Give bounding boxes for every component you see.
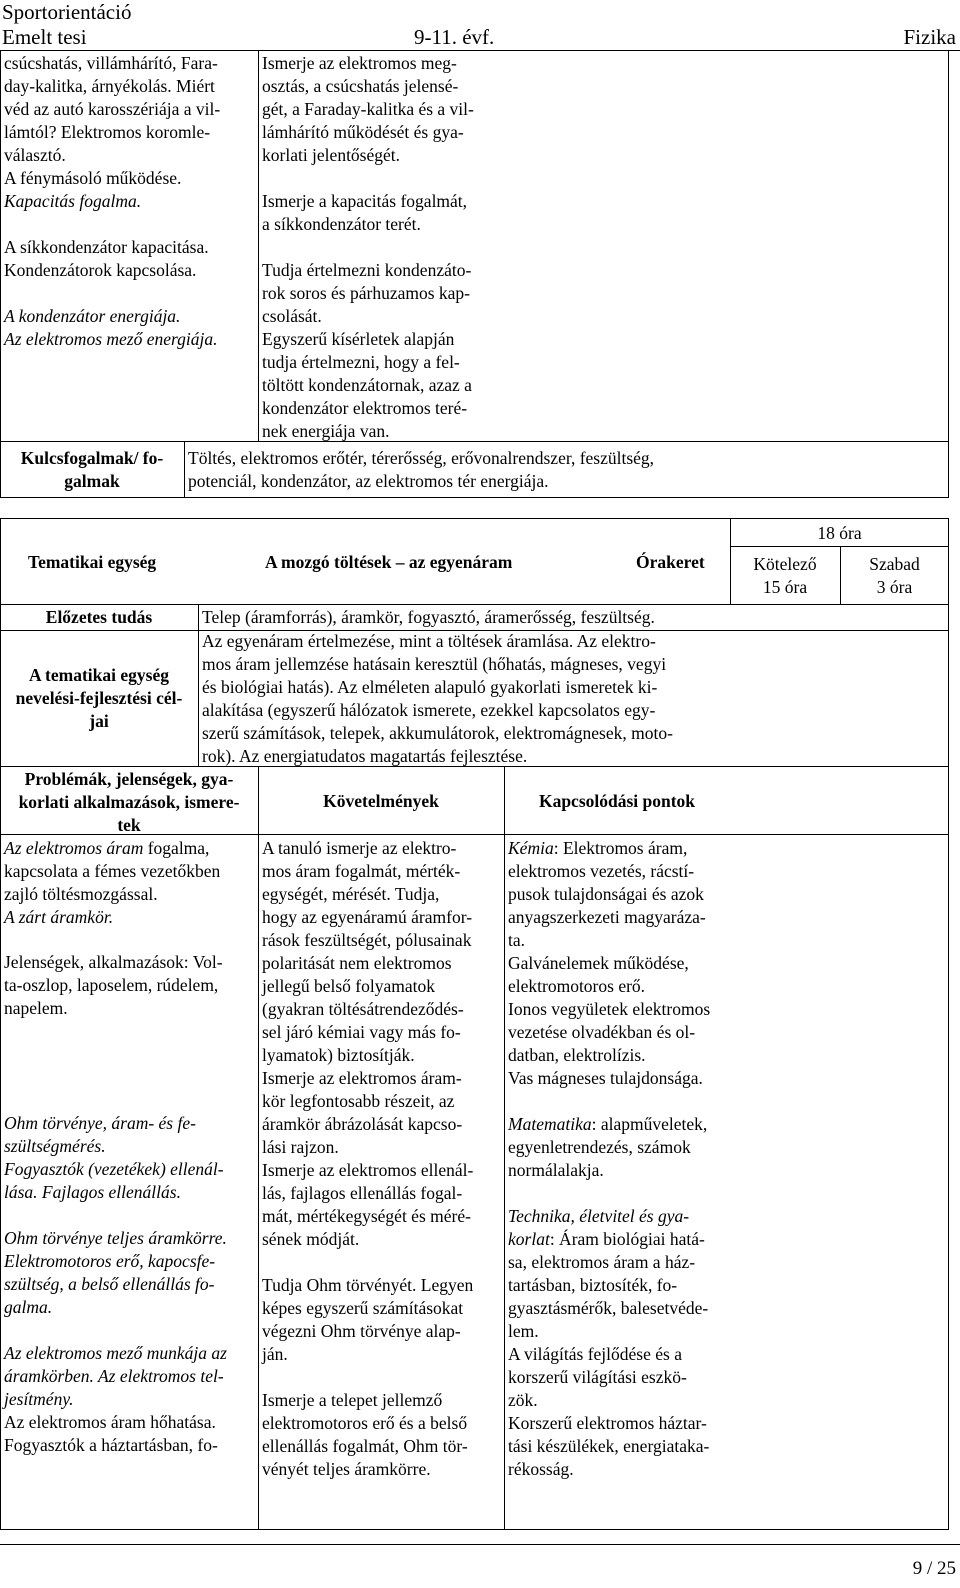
problem-line bbox=[4, 1434, 256, 1457]
problem-line-segment: zajló töltésmozgással. bbox=[4, 884, 158, 904]
connection-line-segment: zök. bbox=[508, 1390, 538, 1410]
problem-line bbox=[4, 951, 256, 974]
requirement-line: polaritását nem elektromos bbox=[262, 953, 452, 973]
problem-line bbox=[4, 837, 256, 860]
connection-line bbox=[508, 1136, 948, 1159]
top-right-line: gét, a Faraday-kalitka és a vil- bbox=[262, 99, 474, 119]
connection-line-segment: Ionos vegyületek elektromos bbox=[508, 999, 711, 1019]
connection-line-segment: vezetése olvadékban és ol- bbox=[508, 1022, 696, 1042]
page-number: 9 / 25 bbox=[912, 1558, 956, 1579]
top-left-line: Kapacitás fogalma. bbox=[4, 191, 142, 211]
problem-block bbox=[4, 1112, 256, 1204]
connection-line-segment: tartásban, biztosíték, fo- bbox=[508, 1275, 678, 1295]
problem-line bbox=[4, 1250, 256, 1273]
col-requirements bbox=[262, 837, 504, 1481]
connection-line-segment: A világítás fejlődése és a bbox=[508, 1344, 682, 1364]
top-left-line: A fénymásoló működése. bbox=[4, 168, 182, 188]
requirement-line: Tudja Ohm törvényét. Legyen bbox=[262, 1275, 474, 1295]
problem-line-segment: Elektromotoros erő, kapocsfe- bbox=[4, 1251, 216, 1271]
top-right-line: nek energiája van. bbox=[262, 421, 390, 441]
col-header-problems-line: korlati alkalmazások, ismere- bbox=[18, 792, 240, 812]
connection-line-segment: korlat bbox=[508, 1229, 550, 1249]
goals-line: rok). Az energiatudatos magatartás fejlesztése. bbox=[202, 746, 528, 766]
connection-line bbox=[508, 1389, 948, 1412]
connection-line-segment: anyagszerkezeti magyaráza- bbox=[508, 907, 706, 927]
goals-line: alakítása (egyszerű hálózatok ismerete, ezekkel kapcsolatos egy- bbox=[202, 700, 656, 720]
connection-line bbox=[508, 906, 948, 929]
connection-line-segment: Technika, életvitel és gya- bbox=[508, 1206, 690, 1226]
header-subject: Fizika bbox=[903, 25, 956, 49]
connection-line bbox=[508, 1067, 948, 1090]
unit-label: Tematikai egység bbox=[28, 552, 157, 572]
hours-frame-label: Órakeret bbox=[636, 552, 705, 572]
requirement-line: ján. bbox=[262, 1344, 288, 1364]
connection-line bbox=[508, 1274, 948, 1297]
connection-line-segment: lem. bbox=[508, 1321, 539, 1341]
unit-title: A mozgó töltések – az egyenáram bbox=[265, 552, 513, 572]
top-left-line: A síkkondenzátor kapacitása. bbox=[4, 237, 209, 257]
requirement-line: rások feszültségét, pólusainak bbox=[262, 930, 472, 950]
footer-rule bbox=[0, 1544, 960, 1545]
connection-line bbox=[508, 1228, 948, 1251]
top-left-line: lámtól? Elektromos koromle- bbox=[4, 122, 211, 142]
connection-line-segment: : alapműveletek, bbox=[591, 1114, 708, 1134]
header-grade: 9-11. évf. bbox=[414, 25, 495, 49]
top-right-line: osztás, a csúcshatás jelensé- bbox=[262, 76, 459, 96]
requirement-line: mos áram fogalmát, mérték- bbox=[262, 861, 461, 881]
problem-line bbox=[4, 974, 256, 997]
hours-total: 18 óra bbox=[817, 523, 862, 543]
connection-line-segment: Korszerű elektromos háztar- bbox=[508, 1413, 707, 1433]
key-concepts-label: Kulcsfogalmak/ fo- galmak bbox=[20, 448, 164, 491]
col-header-requirements: Követelmények bbox=[323, 791, 439, 811]
connection-line-segment: gyasztásmérők, balesetvéde- bbox=[508, 1298, 709, 1318]
connection-line bbox=[508, 1320, 948, 1343]
requirement-line: lási rajzon. bbox=[262, 1137, 339, 1157]
problem-block bbox=[4, 951, 256, 1020]
connection-line bbox=[508, 1113, 948, 1136]
mandatory-hours: Kötelező 15 óra bbox=[753, 554, 817, 597]
connection-line-segment: normálalakja. bbox=[508, 1160, 604, 1180]
connection-line bbox=[508, 1021, 948, 1044]
connection-line-segment: Galvánelemek működése, bbox=[508, 953, 689, 973]
requirement-line: kör legfontosabb részeit, az bbox=[262, 1091, 455, 1111]
free-hours: Szabad 3 óra bbox=[869, 554, 920, 597]
prerequisites-label: Előzetes tudás bbox=[45, 607, 153, 627]
top-left-line: day-kalitka, árnyékolás. Miért bbox=[4, 76, 215, 96]
connection-line-segment: tási készülékek, energiataka- bbox=[508, 1436, 710, 1456]
top-left-line bbox=[4, 213, 256, 236]
top-right-line: töltött kondenzátornak, azaz a bbox=[262, 375, 472, 395]
problem-line-segment: szültség, a belső ellenállás fo- bbox=[4, 1274, 215, 1294]
connection-line-segment: Kémia bbox=[508, 838, 554, 858]
requirement-line: (gyakran töltésátrendeződés- bbox=[262, 999, 464, 1019]
requirement-line: lás, fajlagos ellenállás fogal- bbox=[262, 1183, 463, 1203]
top-right-line bbox=[262, 167, 522, 190]
document-header-title: Sportorientáció bbox=[2, 0, 132, 24]
top-right-line: Ismerje az elektromos meg- bbox=[262, 53, 457, 73]
requirement-line: jellegű belső folyamatok bbox=[262, 976, 436, 996]
header-level: Emelt tesi bbox=[2, 25, 87, 49]
top-right-line: korlati jelentőségét. bbox=[262, 145, 401, 165]
document-header-row bbox=[0, 25, 960, 49]
requirement-line: sének módját. bbox=[262, 1229, 360, 1249]
top-left-line bbox=[4, 282, 256, 305]
problem-line bbox=[4, 1388, 256, 1411]
problem-line bbox=[4, 883, 256, 906]
problem-line bbox=[4, 1112, 256, 1135]
requirement-line: mát, mértékegységét és méré- bbox=[262, 1206, 471, 1226]
connection-line bbox=[508, 1435, 948, 1458]
connection-line bbox=[508, 1044, 948, 1067]
requirement-line: sel járó kémiai vagy más fo- bbox=[262, 1022, 461, 1042]
problem-line bbox=[4, 906, 256, 929]
problem-block bbox=[4, 837, 256, 929]
connection-line bbox=[508, 975, 948, 998]
prerequisites-text: Telep (áramforrás), áramkör, fogyasztó, áramerősség, feszültség. bbox=[202, 607, 655, 627]
col-header-problems bbox=[2, 768, 256, 837]
col-header-problems-line: Problémák, jelenségek, gya- bbox=[24, 769, 234, 789]
top-right-line: kondenzátor elektromos teré- bbox=[262, 398, 468, 418]
top-right-line: tudja értelmezni, hogy a fel- bbox=[262, 352, 460, 372]
connection-line bbox=[508, 1366, 948, 1389]
problem-line-segment: galma. bbox=[4, 1297, 53, 1317]
problem-line-segment: Jelenségek, alkalmazások: Vol- bbox=[4, 952, 223, 972]
connection-line-segment: Vas mágneses tulajdonsága. bbox=[508, 1068, 703, 1088]
problem-line-segment: ta-oszlop, laposelem, rúdelem, bbox=[4, 975, 219, 995]
connection-line-segment: elektromotoros erő. bbox=[508, 976, 646, 996]
requirement-line: lyamatok) biztosítják. bbox=[262, 1045, 415, 1065]
top-left-line: Az elektromos mező energiája. bbox=[4, 329, 218, 349]
requirement-line: hogy az egyenáramú áramfor- bbox=[262, 907, 473, 927]
goals-line: és biológiai hatás). Az elméleten alapuló gyakorlati ismeretek ki- bbox=[202, 677, 658, 697]
problem-line-segment: szültségmérés. bbox=[4, 1136, 106, 1156]
header-rule bbox=[0, 50, 960, 51]
top-right-line: rok soros és párhuzamos kap- bbox=[262, 283, 471, 303]
problem-line-segment: kapcsolata a fémes vezetőkben bbox=[4, 861, 221, 881]
problem-line-segment: A zárt áramkör. bbox=[4, 907, 114, 927]
problem-line-segment: Ohm törvénye, áram- és fe- bbox=[4, 1113, 196, 1133]
goals-line: Az egyenáram értelmezése, mint a töltések áramlása. Az elektro- bbox=[202, 631, 656, 651]
col-header-connections: Kapcsolódási pontok bbox=[538, 791, 696, 811]
connection-line bbox=[508, 860, 948, 883]
connection-line-segment: elektromos vezetés, rácstí- bbox=[508, 861, 695, 881]
top-left-line: A kondenzátor energiája. bbox=[4, 306, 181, 326]
requirement-line: A tanuló ismerje az elektro- bbox=[262, 838, 457, 858]
connection-line-segment: pusok tulajdonságai és azok bbox=[508, 884, 704, 904]
top-left-line: Kondenzátorok kapcsolása. bbox=[4, 260, 197, 280]
connection-line bbox=[508, 837, 948, 860]
connection-line bbox=[508, 1182, 948, 1205]
connection-line bbox=[508, 1458, 948, 1481]
connection-line bbox=[508, 883, 948, 906]
problem-line bbox=[4, 1296, 256, 1319]
connection-line bbox=[508, 1412, 948, 1435]
top-right-line: Tudja értelmezni kondenzáto- bbox=[262, 260, 472, 280]
top-right-line: Ismerje a kapacitás fogalmát, bbox=[262, 191, 468, 211]
requirement-line: képes egyszerű számításokat bbox=[262, 1298, 464, 1318]
connection-line-segment: : Elektromos áram, bbox=[553, 838, 688, 858]
top-right-line: Egyszerű kísérletek alapján bbox=[262, 329, 455, 349]
top-left-cell bbox=[4, 52, 256, 351]
problem-line bbox=[4, 1342, 256, 1365]
connection-line bbox=[508, 1090, 948, 1113]
connection-line-segment: datban, elektrolízis. bbox=[508, 1045, 646, 1065]
problem-line bbox=[4, 1365, 256, 1388]
connection-line-segment: korszerű világítási eszkö- bbox=[508, 1367, 687, 1387]
requirement-line: Ismerje a telepet jellemző bbox=[262, 1390, 443, 1410]
problem-line-segment: Ohm törvénye teljes áramkörre. bbox=[4, 1228, 227, 1248]
problem-line-segment: Fogyasztók a háztartásban, fo- bbox=[4, 1435, 218, 1455]
requirement-line: áramkör ábrázolását kapcso- bbox=[262, 1114, 463, 1134]
connection-line bbox=[508, 1205, 948, 1228]
top-right-line bbox=[262, 236, 522, 259]
requirement-line: Ismerje az elektromos ellenál- bbox=[262, 1160, 474, 1180]
top-right-line: csolását. bbox=[262, 306, 322, 326]
problem-line bbox=[4, 1411, 256, 1434]
top-right-line: a síkkondenzátor terét. bbox=[262, 214, 421, 234]
top-right-line: lámhárító működését és gya- bbox=[262, 122, 464, 142]
connection-line bbox=[508, 998, 948, 1021]
problem-line bbox=[4, 1181, 256, 1204]
problem-block bbox=[4, 1342, 256, 1457]
problem-line-segment: lása. Fajlagos ellenállás. bbox=[4, 1182, 181, 1202]
problem-line bbox=[4, 1158, 256, 1181]
connection-line bbox=[508, 1251, 948, 1274]
problem-block bbox=[4, 1227, 256, 1319]
requirement-line: végezni Ohm törvénye alap- bbox=[262, 1321, 461, 1341]
col-problems bbox=[4, 837, 256, 1457]
problem-line bbox=[4, 860, 256, 883]
top-left-line: csúcshatás, villámhárító, Fara- bbox=[4, 53, 218, 73]
goals-text bbox=[202, 630, 946, 768]
connection-line-segment: sa, elektromos áram a ház- bbox=[508, 1252, 696, 1272]
goals-line: mos áram jellemzése hatásain keresztül (hőhatás, mágneses, vegyi bbox=[202, 654, 667, 674]
requirement-line: elektromotoros erő és a belső bbox=[262, 1413, 468, 1433]
connection-line-segment: Matematika bbox=[508, 1114, 592, 1134]
problem-line-segment: napelem. bbox=[4, 998, 68, 1018]
requirement-line: ellenállás fogalmát, Ohm tör- bbox=[262, 1436, 468, 1456]
connection-line bbox=[508, 929, 948, 952]
problem-line bbox=[4, 997, 256, 1020]
requirement-line: egységét, mérését. Tudja, bbox=[262, 884, 440, 904]
problem-line bbox=[4, 1227, 256, 1250]
top-right-cell bbox=[262, 52, 522, 443]
requirement-line: vényét teljes áramkörre. bbox=[262, 1459, 431, 1479]
connection-line bbox=[508, 1343, 948, 1366]
problem-line-segment: fogalma, bbox=[143, 838, 210, 858]
problem-line-segment: áramkörben. Az elektromos tel- bbox=[4, 1366, 224, 1386]
connection-line bbox=[508, 952, 948, 975]
top-left-line: véd az autó karosszériája a vil- bbox=[4, 99, 221, 119]
connection-line bbox=[508, 1297, 948, 1320]
problem-line-segment: jesítmény. bbox=[4, 1389, 74, 1409]
col-connections bbox=[508, 837, 948, 1481]
connection-line-segment: egyenletrendezés, számok bbox=[508, 1137, 691, 1157]
col-header-problems-line: tek bbox=[117, 815, 141, 835]
key-concepts-text: Töltés, elektromos erőtér, térerősség, erővonalrendszer, feszültség, potenciál, kondenzátor, az elektromos tér energiája. bbox=[188, 448, 655, 491]
requirement-line: Ismerje az elektromos áram- bbox=[262, 1068, 462, 1088]
problem-line-segment: Az elektromos áram hőhatása. bbox=[4, 1412, 216, 1432]
connection-line bbox=[508, 1159, 948, 1182]
top-left-line: választó. bbox=[4, 145, 66, 165]
goals-label: A tematikai egység nevelési-fejlesztési cél- jai bbox=[15, 665, 183, 731]
connection-line-segment: : Áram biológiai hatá- bbox=[549, 1229, 705, 1249]
connection-line-segment: ta. bbox=[508, 930, 526, 950]
requirement-line bbox=[262, 1251, 504, 1274]
problem-line bbox=[4, 1273, 256, 1296]
problem-line-segment: Az elektromos áram bbox=[4, 838, 144, 858]
connection-line-segment: rékosság. bbox=[508, 1459, 574, 1479]
goals-line: szerű számítások, telepek, akkumulátorok, elektromágnesek, moto- bbox=[202, 723, 673, 743]
problem-line-segment: Fogyasztók (vezetékek) ellenál- bbox=[4, 1159, 224, 1179]
problem-line bbox=[4, 1135, 256, 1158]
requirement-line bbox=[262, 1366, 504, 1389]
problem-line-segment: Az elektromos mező munkája az bbox=[4, 1343, 227, 1363]
